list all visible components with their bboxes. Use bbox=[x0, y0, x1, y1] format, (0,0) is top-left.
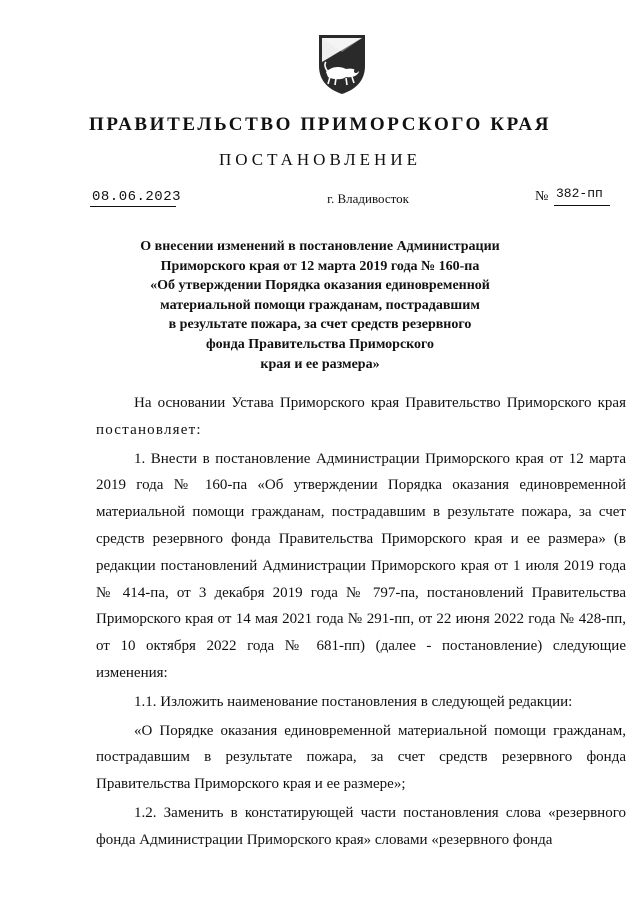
document-number: 382-пп bbox=[556, 186, 603, 201]
document-type: ПОСТАНОВЛЕНИЕ bbox=[218, 150, 421, 169]
number-label: № bbox=[535, 189, 549, 204]
coat-of-arms-emblem bbox=[316, 32, 368, 96]
title-line: материальной помощи гражданам, пострадавшим bbox=[160, 297, 480, 313]
body-paragraph: 1.1. Изложить наименование постановления в следующей редакции: bbox=[134, 693, 573, 710]
title-line: Приморского края от 12 марта 2019 года № 160-па bbox=[160, 258, 480, 274]
title-line: «Об утверждении Порядка оказания единовременной bbox=[150, 278, 490, 294]
number-underline bbox=[554, 205, 610, 206]
title-line: края и ее размера» bbox=[260, 356, 380, 372]
government-name: ПРАВИТЕЛЬСТВО ПРИМОРСКОГО КРАЯ bbox=[88, 114, 552, 135]
body-paragraph: 1. Внести в постановление Администрации Приморского края от 12 марта 2019 года № 160-па «Об утверждении Порядка оказания единовременной материальной помощи гражданам, пострадавшим в результате пожара, за счет средств резервного фонда Правительства Приморского края и ее размера» (в редакции постановлений Администрации Приморского края от 1 июля 2019 года № 414-па, от 3 декабря 2019 года № 797-па, постановлений Правительства Приморского края от 14 мая 2021 года № 291-пп, от 22 июня 2022 года № 428-пп, от 10 октября 2022 года № 681-пп) (далее - постановление) следующие изменения: bbox=[96, 450, 626, 681]
document-body bbox=[96, 390, 626, 856]
city: г. Владивосток bbox=[327, 191, 409, 206]
document-title bbox=[0, 237, 640, 374]
resolves-keyword: постановляет: bbox=[96, 421, 202, 438]
title-line: фонда Правительства Приморского bbox=[205, 336, 435, 352]
title-line: О внесении изменений в постановление Администрации bbox=[140, 239, 500, 254]
body-paragraph: «О Порядке оказания единовременной материальной помощи гражданам, пострадавшим в результате пожара, за счет средств резервного фонда Правительства Приморского края и ее размере»; bbox=[96, 722, 626, 793]
body-paragraph: 1.2. Заменить в констатирующей части постановления слова «резервного фонда Администрации Приморского края» словами «резервного фонда bbox=[96, 804, 626, 848]
document-date: 08.06.2023 bbox=[92, 189, 182, 205]
body-paragraph bbox=[96, 390, 626, 444]
preamble-text: На основании Устава Приморского края Правительство Приморского края bbox=[134, 395, 626, 411]
title-line: в результате пожара, за счет средств резервного bbox=[168, 317, 472, 333]
